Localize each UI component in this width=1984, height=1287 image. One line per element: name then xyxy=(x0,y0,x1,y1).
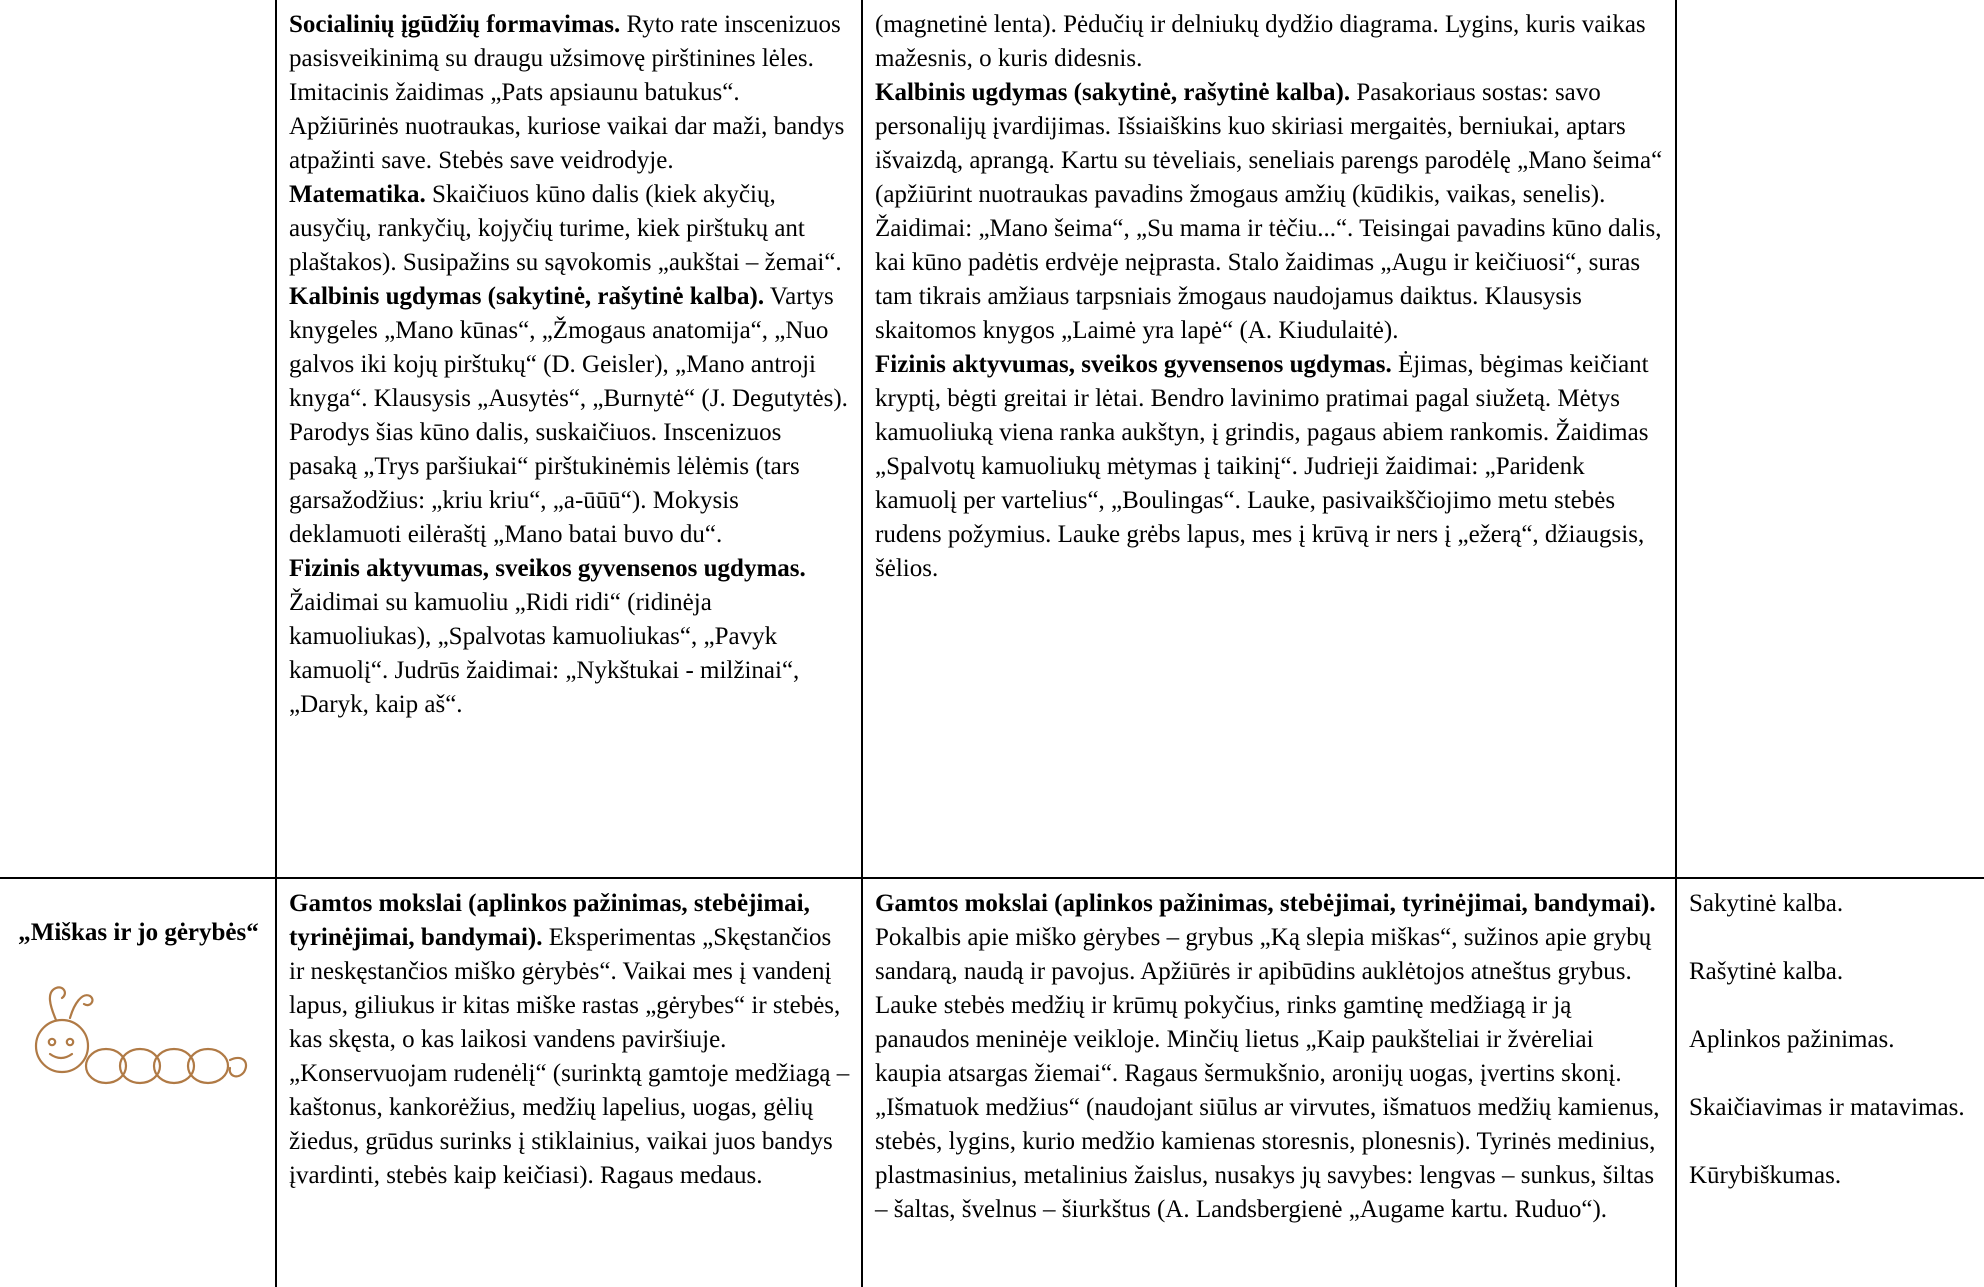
paragraph-text: Pokalbis apie miško gėrybes – grybus „Ką slepia miškas“, sužinos apie grybų sandarą, naudą ir pavojus. Apžiūrės ir apibūdins auklėtojos atneštus grybus. Lauke stebės medžių ir krūmų pokyčius, rinks gamtinę medžiagą ir ją panaudos meninėje veikloje. Minčių lietus „Kaip paukšteliai ir žvėreliai kaupia atsargas žiemai“. Ragaus šermukšnio, aronijų uogas, įvertins skonį. „Išmatuok medžius“ (naudojant siūlus ar virvutes, išmatuos medžių kamienus, stebės, lygins, kurio medžio kamienas storesnis, plonesnis). Tyrinės medinius, plastmasinius, metalinius žaislus, nusakys jų savybes: lengvas – sunkus, šiltas – šaltas, švelnus – šiurkštus (A. Landsbergienė „Augame kartu. Ruduo“). xyxy=(875,924,1660,1223)
paragraph-heading: Gamtos mokslai (aplinkos pažinimas, stebėjimai, tyrinėjimai, bandymai). xyxy=(875,890,1656,917)
paragraph-heading: Socialinių įgūdžių formavimas. xyxy=(289,11,621,38)
paragraph-heading: Kalbinis ugdymas (sakytinė, rašytinė kalba). xyxy=(289,283,765,310)
skills-cell-empty xyxy=(1676,0,1984,878)
activities-cell-younger xyxy=(276,0,862,878)
theme-cell xyxy=(0,878,276,1287)
paragraph-text: Žaidimai su kamuoliu „Ridi ridi“ (ridinėja kamuoliukas), „Spalvotas kamuoliukas“, „Pavyk kamuolį“. Judrūs žaidimai: „Nykštukai - milžinai“, „Daryk, kaip aš“. xyxy=(289,589,800,718)
paragraph-text: Pasakoriaus sostas: savo personalijų įvardijimas. Išsiaiškins kuo skiriasi mergaitės, berniukai, aptars išvaizdą, aprangą. Kartu su tėveliais, seneliais parengs parodėlę „Mano šeima“ (apžiūrint nuotraukas pavadins žmogaus amžių (kūdikis, vaikas, senelis). Žaidimai: „Mano šeima“, „Su mama ir tėčiu...“. Teisingai pavadins kūno dalis, kai kūno padėtis erdvėje neįprasta. Stalo žaidimas „Augu ir keičiuosi“, suras tam tikrais amžiaus tarpsniais žmogaus naudojamus daiktus. Klausysis skaitomos knygos „Laimė yra lapė“ (A. Kiudulaitė). xyxy=(875,79,1663,344)
paragraph-text: Ėjimas, bėgimas keičiant kryptį, bėgti greitai ir lėtai. Bendro lavinimo pratimai pagal siužetą. Mėtys kamuoliuką viena ranka aukštyn, į grindis, pagaus abiem rankomis. Žaidimas „Spalvotų kamuoliukų mėtymas į taikinį“. Judrieji žaidimai: „Paridenk kamuolį per vartelius“, „Boulingas“. Lauke, pasivaikščiojimo metu stebės rudens požymius. Lauke grėbs lapus, mes į krūvą ir ners į „ežerą“, džiaugsis, šėlios. xyxy=(875,351,1649,582)
activities-cell-older xyxy=(862,878,1676,1287)
skill-area-item: Sakytinė kalba. xyxy=(1689,890,1844,917)
paragraph-heading: Fizinis aktyvumas, sveikos gyvensenos ugdymas. xyxy=(875,351,1392,378)
paragraph-text: Skaičiuos kūno dalis (kiek akyčių, ausyčių, rankyčių, kojyčių turime, kiek pirštukų ant plaštakos). Susipažins su sąvokomis „aukštai – žemai“. xyxy=(289,181,842,276)
paragraph-text: (magnetinė lenta). Pėdučių ir delniukų dydžio diagrama. Lygins, kuris vaikas mažesnis, o kuris didesnis. xyxy=(875,11,1646,72)
activities-cell-younger xyxy=(276,878,862,1287)
activity-paragraph xyxy=(875,348,1665,586)
activity-paragraph xyxy=(289,8,851,178)
paragraph-heading: Matematika. xyxy=(289,181,426,208)
activities-cell-older xyxy=(862,0,1676,878)
activity-paragraph xyxy=(875,76,1665,348)
table-row xyxy=(0,878,1984,1287)
paragraph-heading: Kalbinis ugdymas (sakytinė, rašytinė kalba). xyxy=(875,79,1351,106)
skill-area-item: Kūrybiškumas. xyxy=(1689,1162,1842,1189)
activity-paragraph xyxy=(289,552,851,722)
paragraph-heading: Gamtos mokslai (aplinkos pažinimas, stebėjimai, tyrinėjimai, bandymai). xyxy=(289,890,810,951)
theme-title: „Miškas ir jo gėrybės“ xyxy=(18,919,259,946)
skills-cell xyxy=(1676,878,1984,1287)
activity-paragraph xyxy=(289,178,851,280)
paragraph-text: Ryto rate inscenizuos pasisveikinimą su draugu užsimovę pirštinines lėles. Imitacinis žaidimas „Pats apsiaunu batukus“. Apžiūrinės nuotraukas, kuriose vaikai dar maži, bandys atpažinti save. Stebės save veidrodyje. xyxy=(289,11,845,174)
paragraph-heading: Fizinis aktyvumas, sveikos gyvensenos ugdymas. xyxy=(289,555,806,582)
skill-area-item: Rašytinė kalba. xyxy=(1689,958,1844,985)
theme-cell-empty xyxy=(0,0,276,878)
paragraph-text: Vartys knygeles „Mano kūnas“, „Žmogaus anatomija“, „Nuo galvos iki kojų pirštukų“ (D. Geisler), „Mano antroji knyga“. Klausysis „Ausytės“, „Burnytė“ (J. Degutytės). Parodys šias kūno dalis, suskaičiuos. Inscenizuos pasaką „Trys paršiukai“ pirštukinėmis lėlėmis (tars garsažodžius: „kriu kriu“, „a-ūūū“). Mokysis deklamuoti eilėraštį „Mano batai buvo du“. xyxy=(289,283,848,548)
activity-paragraph xyxy=(289,887,851,1193)
skill-area-item: Skaičiavimas ir matavimas. xyxy=(1689,1094,1965,1121)
activity-paragraph xyxy=(875,887,1665,1227)
activity-paragraph xyxy=(875,8,1665,76)
caterpillar-icon xyxy=(20,980,270,1090)
paragraph-text: Eksperimentas „Skęstančios ir neskęstančios miško gėrybės“. Vaikai mes į vandenį lapus, giliukus ir kitas miške rastas „gėrybes“ ir stebės, kas skęsta, o kas laikosi vandens paviršiuje. „Konservuojam rudenėlį“ (surinktą gamtoje medžiagą – kaštonus, kankorėžius, medžių lapelius, uogas, gėlių žiedus, grūdus surinks į stiklainius, vaikai juos bandys įvardinti, stebės kaip keičiasi). Ragaus medaus. xyxy=(289,924,850,1189)
skill-area-list xyxy=(1689,887,1974,1193)
skill-area-item: Aplinkos pažinimas. xyxy=(1689,1026,1895,1053)
activity-paragraph xyxy=(289,280,851,552)
